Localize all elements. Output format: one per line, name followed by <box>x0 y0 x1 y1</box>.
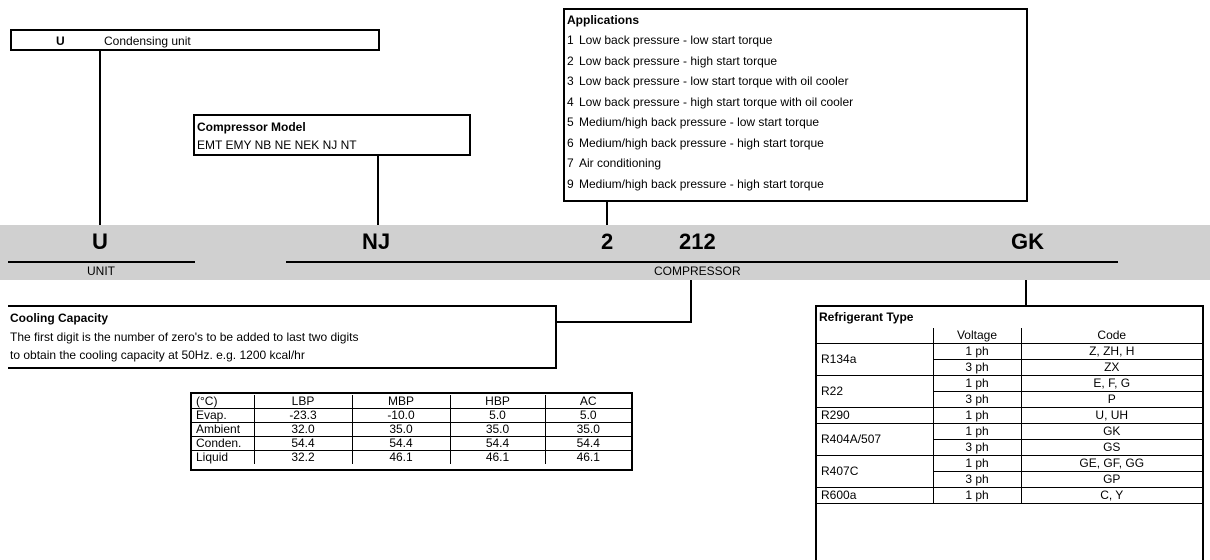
application-number: 3 <box>567 74 574 88</box>
condition-value: 5.0 <box>545 409 631 423</box>
voltage-cell: 3 ph <box>933 472 1021 488</box>
capacity-code: 212 <box>679 229 716 254</box>
voltage-cell: 1 ph <box>933 344 1021 360</box>
condition-value: -10.0 <box>352 409 450 423</box>
application-item <box>567 153 853 174</box>
application-number: 4 <box>567 94 574 109</box>
voltage-cell: 1 ph <box>933 376 1021 392</box>
application-text: Low back pressure - high start torque <box>579 53 778 68</box>
refrigerant-name: R22 <box>817 376 933 408</box>
condition-label: Liquid <box>196 450 229 464</box>
compressor-model-box <box>193 114 471 156</box>
compressor-caption: COMPRESSOR <box>654 264 741 278</box>
applications-title: Applications <box>567 13 640 27</box>
table-row <box>192 409 631 423</box>
voltage-header: Voltage <box>933 328 1021 344</box>
code-header: Code <box>1021 328 1202 344</box>
application-number: 9 <box>567 176 574 191</box>
compressor-model-list: EMT EMY NB NE NEK NJ NT <box>197 138 357 152</box>
unit-box <box>10 29 380 51</box>
condition-value: 32.0 <box>254 423 352 437</box>
conditions-header-row <box>192 395 631 409</box>
voltage-cell: 1 ph <box>933 456 1021 472</box>
compressor-model-title: Compressor Model <box>197 120 306 134</box>
application-item <box>567 174 853 195</box>
application-text: Medium/high back pressure - low start torque <box>579 115 820 129</box>
unit-label: Condensing unit <box>104 34 191 48</box>
unit-letter: U <box>56 34 65 48</box>
application-item <box>567 133 853 154</box>
code-cell: C, Y <box>1021 488 1202 504</box>
table-row <box>192 437 631 451</box>
refrigerant-table <box>817 328 1202 504</box>
application-code: 2 <box>601 229 614 254</box>
cooling-capacity-line2: to obtain the cooling capacity at 50Hz. e.g. 1200 kcal/hr <box>10 348 305 362</box>
refrigerant-name: R407C <box>817 456 933 488</box>
condition-value: 5.0 <box>450 409 545 423</box>
model-connector <box>377 156 379 226</box>
conditions-header-cell: HBP <box>450 395 545 409</box>
capacity-connector-horizontal <box>555 321 692 323</box>
refrigerant-connector <box>1025 280 1027 305</box>
code-cell: GS <box>1021 440 1202 456</box>
application-item <box>567 92 853 113</box>
unit-caption: UNIT <box>87 264 115 278</box>
condition-label: Evap. <box>192 409 254 423</box>
voltage-cell: 3 ph <box>933 360 1021 376</box>
applications-list <box>567 30 853 194</box>
code-cell: ZX <box>1021 360 1202 376</box>
application-item <box>567 112 853 133</box>
application-text: Medium/high back pressure - high start torque <box>579 135 824 150</box>
voltage-cell: 1 ph <box>933 488 1021 504</box>
application-number: 2 <box>567 53 574 68</box>
application-text: Air conditioning <box>579 156 662 170</box>
conditions-header-cell: (°C) <box>192 395 254 409</box>
application-text: Low back pressure - low start torque <box>579 33 773 47</box>
capacity-connector-vertical <box>690 280 692 323</box>
model-code: NJ <box>362 229 391 254</box>
code-cell: E, F, G <box>1021 376 1202 392</box>
condition-value: 54.4 <box>254 437 352 451</box>
code-cell: GE, GF, GG <box>1021 456 1202 472</box>
conditions-header-cell: AC <box>545 395 631 409</box>
cooling-capacity-box <box>8 305 557 369</box>
refrigerant-code: GK <box>1011 229 1044 254</box>
code-cell: Z, ZH, H <box>1021 344 1202 360</box>
application-number: 5 <box>567 115 574 129</box>
applications-box <box>563 8 1028 202</box>
table-row <box>192 423 631 437</box>
conditions-header-cell: LBP <box>254 395 352 409</box>
application-number: 7 <box>567 156 574 170</box>
condition-value: 46.1 <box>545 451 631 465</box>
condition-value: -23.3 <box>254 409 352 423</box>
refrigerant-name: R600a <box>817 488 933 504</box>
application-number: 1 <box>567 33 574 47</box>
condition-value: 54.4 <box>545 437 631 451</box>
condition-label: Ambient <box>192 423 254 437</box>
application-item <box>567 51 853 72</box>
refrigerant-title: Refrigerant Type <box>819 310 914 324</box>
code-cell: GP <box>1021 472 1202 488</box>
code-cell: GK <box>1021 424 1202 440</box>
unit-code: U <box>92 229 108 254</box>
cooling-capacity-line1: The first digit is the number of zero's to be added to last two digits <box>10 330 359 344</box>
voltage-cell: 3 ph <box>933 440 1021 456</box>
refrigerant-name: R134a <box>817 344 933 376</box>
condition-value: 35.0 <box>545 423 631 437</box>
conditions-table-box <box>190 392 633 471</box>
condition-value: 54.4 <box>352 437 450 451</box>
condition-value: 35.0 <box>450 423 545 437</box>
application-item <box>567 71 853 92</box>
application-number: 6 <box>567 135 574 150</box>
application-connector <box>606 202 608 226</box>
voltage-cell: 3 ph <box>933 392 1021 408</box>
refrigerant-box <box>815 305 1204 560</box>
refrigerant-name: R290 <box>817 408 933 424</box>
table-row <box>192 451 631 465</box>
conditions-table <box>192 395 631 464</box>
voltage-cell: 1 ph <box>933 424 1021 440</box>
refrigerant-header-blank <box>817 328 933 344</box>
application-text: Low back pressure - low start torque with oil cooler <box>579 74 849 88</box>
condition-value: 32.2 <box>254 451 352 465</box>
condition-label: Conden. <box>192 437 254 451</box>
cooling-capacity-title: Cooling Capacity <box>10 311 109 325</box>
condition-value: 46.1 <box>450 451 545 465</box>
application-item <box>567 30 853 51</box>
application-text: Low back pressure - high start torque with oil cooler <box>579 94 854 109</box>
compressor-underline <box>286 261 1118 263</box>
condition-value: 54.4 <box>450 437 545 451</box>
condition-value: 46.1 <box>352 451 450 465</box>
refrigerant-name: R404A/507 <box>817 424 933 456</box>
code-cell: U, UH <box>1021 408 1202 424</box>
conditions-header-cell: MBP <box>352 395 450 409</box>
code-cell: P <box>1021 392 1202 408</box>
voltage-cell: 1 ph <box>933 408 1021 424</box>
unit-underline <box>8 261 195 263</box>
condition-value: 35.0 <box>352 423 450 437</box>
unit-connector <box>99 51 101 226</box>
application-text: Medium/high back pressure - high start torque <box>579 176 824 191</box>
